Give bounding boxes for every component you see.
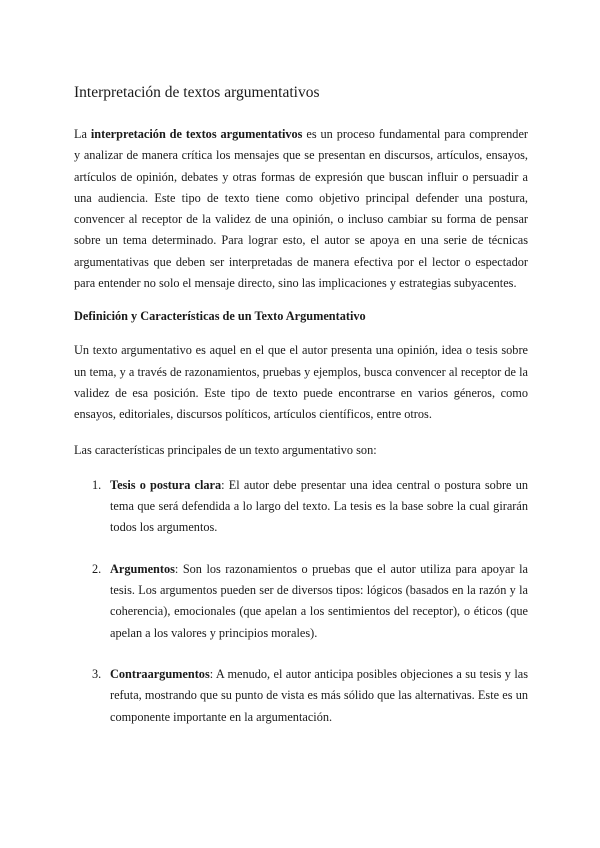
list-item	[74, 559, 528, 644]
list-item	[74, 664, 528, 728]
intro-prefix: La	[74, 127, 91, 141]
section-heading: Definición y Características de un Texto Argumentativo	[74, 309, 366, 324]
list-item	[74, 475, 528, 539]
list-item-number: 2.	[92, 561, 102, 576]
list-item-term: Contraargumentos	[110, 666, 210, 681]
list-item-body	[110, 559, 528, 644]
list-item-text: : El autor debe presentar una idea central o postura sobre un tema que será defendida a lo largo del texto. La tesis es la base sobre la cual girarán todos los argumentos.	[110, 477, 528, 535]
intro-bold-term: interpretación de textos argumentativos	[90, 127, 303, 141]
list-item-term: Tesis o postura clara	[110, 477, 222, 492]
characteristics-list	[74, 475, 528, 728]
list-item-text: : Son los razonamientos o pruebas que el autor utiliza para apoyar la tesis. Los argumentos pueden ser de diversos tipos: lógicos (basados en la razón y la coherencia), emocionales (que apelan a los sentimientos del receptor), o éticos (que apelan a los valores y principios morales).	[110, 561, 528, 640]
list-item-body	[110, 664, 528, 728]
list-lead: Las características principales de un texto argumentativo son:	[74, 442, 377, 457]
intro-rest: es un proceso fundamental para comprender y analizar de manera crítica los mensajes que se presentan en discursos, artículos, ensayos, artículos de opinión, debates y otras formas de expresión que buscan influir o persuadir a una audiencia. Este tipo de texto tiene como objetivo principal defender una postura, convencer al receptor de la validez de una opinión, o incluso cambiar su forma de pensar sobre un tema determinado. Para lograr esto, el autor se apoya en una serie de técnicas argumentativas que deben ser interpretadas de manera efectiva por el lector o espectador para entender no solo el mensaje directo, sino las implicaciones y estrategias subyacentes.	[74, 127, 528, 291]
intro-paragraph	[74, 124, 528, 294]
list-item-body	[110, 475, 528, 539]
list-item-number: 3.	[92, 666, 102, 681]
document-page	[74, 82, 528, 748]
definition-paragraph: Un texto argumentativo es aquel en el que el autor presenta una opinión, idea o tesis sobre un tema, y a través de razonamientos, pruebas y ejemplos, busca convencer al receptor de la validez de esa posición. Este tipo de texto puede encontrarse en varios géneros, como ensayos, editoriales, discursos políticos, artículos científicos, entre otros.	[74, 343, 528, 422]
list-item-number: 1.	[92, 477, 102, 492]
list-item-term: Argumentos	[110, 561, 175, 576]
list-item-text: : A menudo, el autor anticipa posibles objeciones a su tesis y las refuta, mostrando que su punto de vista es más sólido que las alternativas. Este es un componente importante en la argumentación.	[110, 666, 528, 724]
document-title: Interpretación de textos argumentativos	[74, 84, 320, 101]
